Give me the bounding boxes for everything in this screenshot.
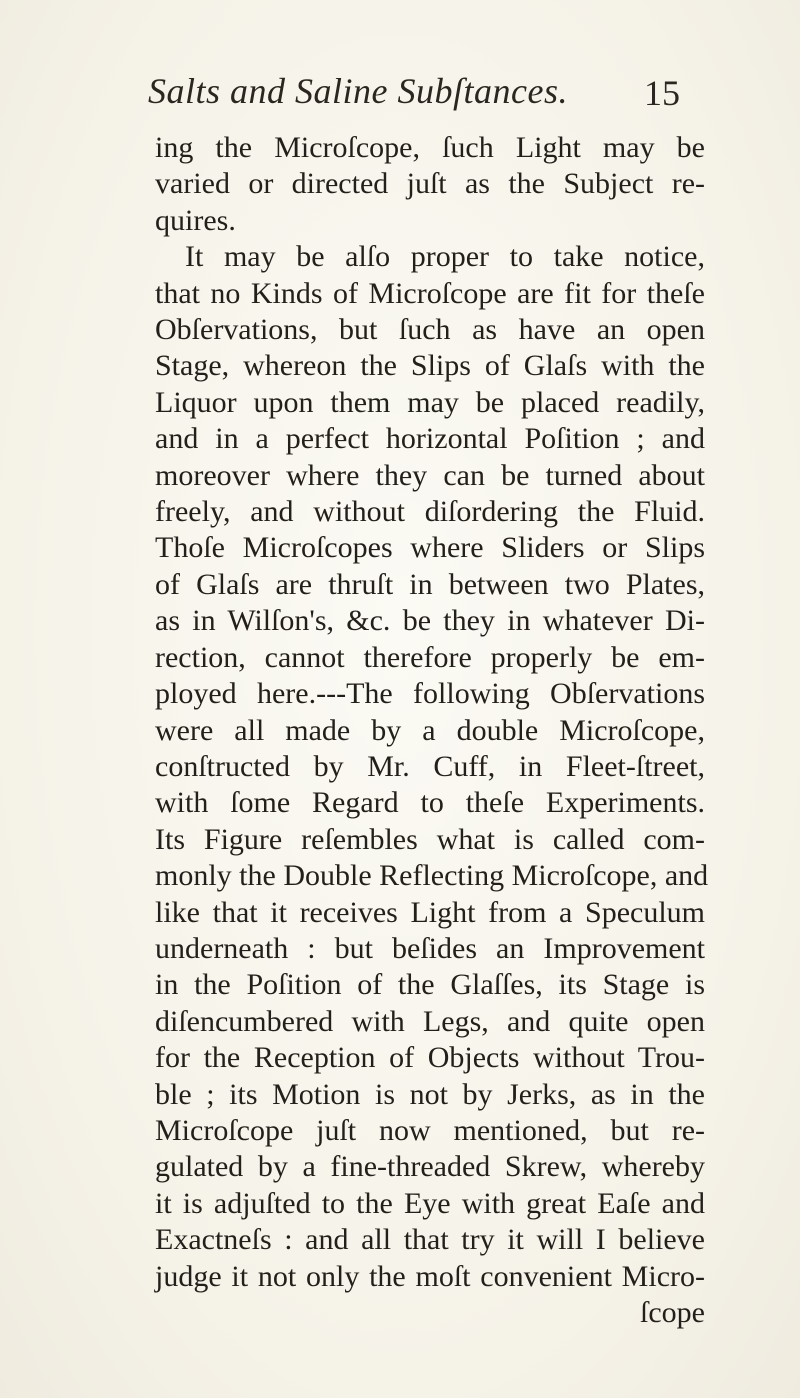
text-line: It may be alſo proper to take notice, bbox=[185, 240, 705, 274]
text-line: gulated by a fine-threaded Skrew, whereby bbox=[155, 1150, 705, 1184]
text-line: like that it receives Light from a Speculum bbox=[155, 895, 705, 929]
page-number: 15 bbox=[644, 73, 680, 113]
text-line: rection, cannot therefore properly be em- bbox=[155, 640, 705, 674]
text-line: for the Reception of Objects without Trou- bbox=[155, 1041, 705, 1075]
body-text bbox=[155, 130, 709, 1331]
running-title: Salts and Saline Subſtances. bbox=[148, 71, 568, 111]
text-line: Microſcope juſt now mentioned, but re- bbox=[155, 1113, 705, 1147]
text-line: it is adjuſted to the Eye with great Eaſe and bbox=[155, 1186, 705, 1220]
text-line: and in a perfect horizontal Poſition ; and bbox=[155, 422, 705, 456]
text-line: monly the Double Reflecting Microſcope, and bbox=[155, 859, 709, 893]
page-header bbox=[140, 70, 680, 126]
text-line: underneath : but beſides an Improvement bbox=[155, 931, 705, 965]
text-line: Thoſe Microſcopes where Sliders or Slips bbox=[155, 531, 705, 565]
text-line: that no Kinds of Microſcope are fit for theſe bbox=[155, 276, 705, 310]
text-line: of Glaſs are thruſt in between two Plates, bbox=[155, 567, 705, 601]
text-line: were all made by a double Microſcope, bbox=[155, 713, 705, 747]
text-line: ing the Microſcope, ſuch Light may be bbox=[155, 131, 705, 164]
text-line: quires. bbox=[155, 203, 236, 237]
text-line: Stage, whereon the Slips of Glaſs with the bbox=[155, 349, 705, 383]
text-line: Exactneſs : and all that try it will I believe bbox=[155, 1223, 705, 1257]
text-line: in the Poſition of the Glaſſes, its Stage is bbox=[155, 968, 705, 1002]
text-line: diſencumbered with Legs, and quite open bbox=[155, 1004, 705, 1038]
text-line: Obſervations, but ſuch as have an open bbox=[155, 313, 705, 347]
text-line: moreover where they can be turned about bbox=[155, 458, 705, 492]
text-line: with ſome Regard to theſe Experiments. bbox=[155, 786, 705, 820]
catchword: ſcope bbox=[640, 1296, 705, 1329]
text-line: Its Figure reſembles what is called com- bbox=[155, 822, 705, 856]
text-line: ble ; its Motion is not by Jerks, as in the bbox=[155, 1077, 705, 1111]
text-line: conſtructed by Mr. Cuff, in Fleet-ſtreet, bbox=[155, 749, 705, 783]
text-line: varied or directed juſt as the Subject re- bbox=[155, 167, 705, 201]
text-line: ployed here.---The following Obſervations bbox=[155, 677, 705, 711]
text-line: freely, and without diſordering the Fluid. bbox=[155, 495, 705, 529]
text-line: Liquor upon them may be placed readily, bbox=[155, 385, 705, 419]
text-line: judge it not only the moſt convenient Micro- bbox=[155, 1259, 705, 1293]
text-line: as in Wilſon's, &c. be they in whatever Di- bbox=[155, 604, 705, 638]
